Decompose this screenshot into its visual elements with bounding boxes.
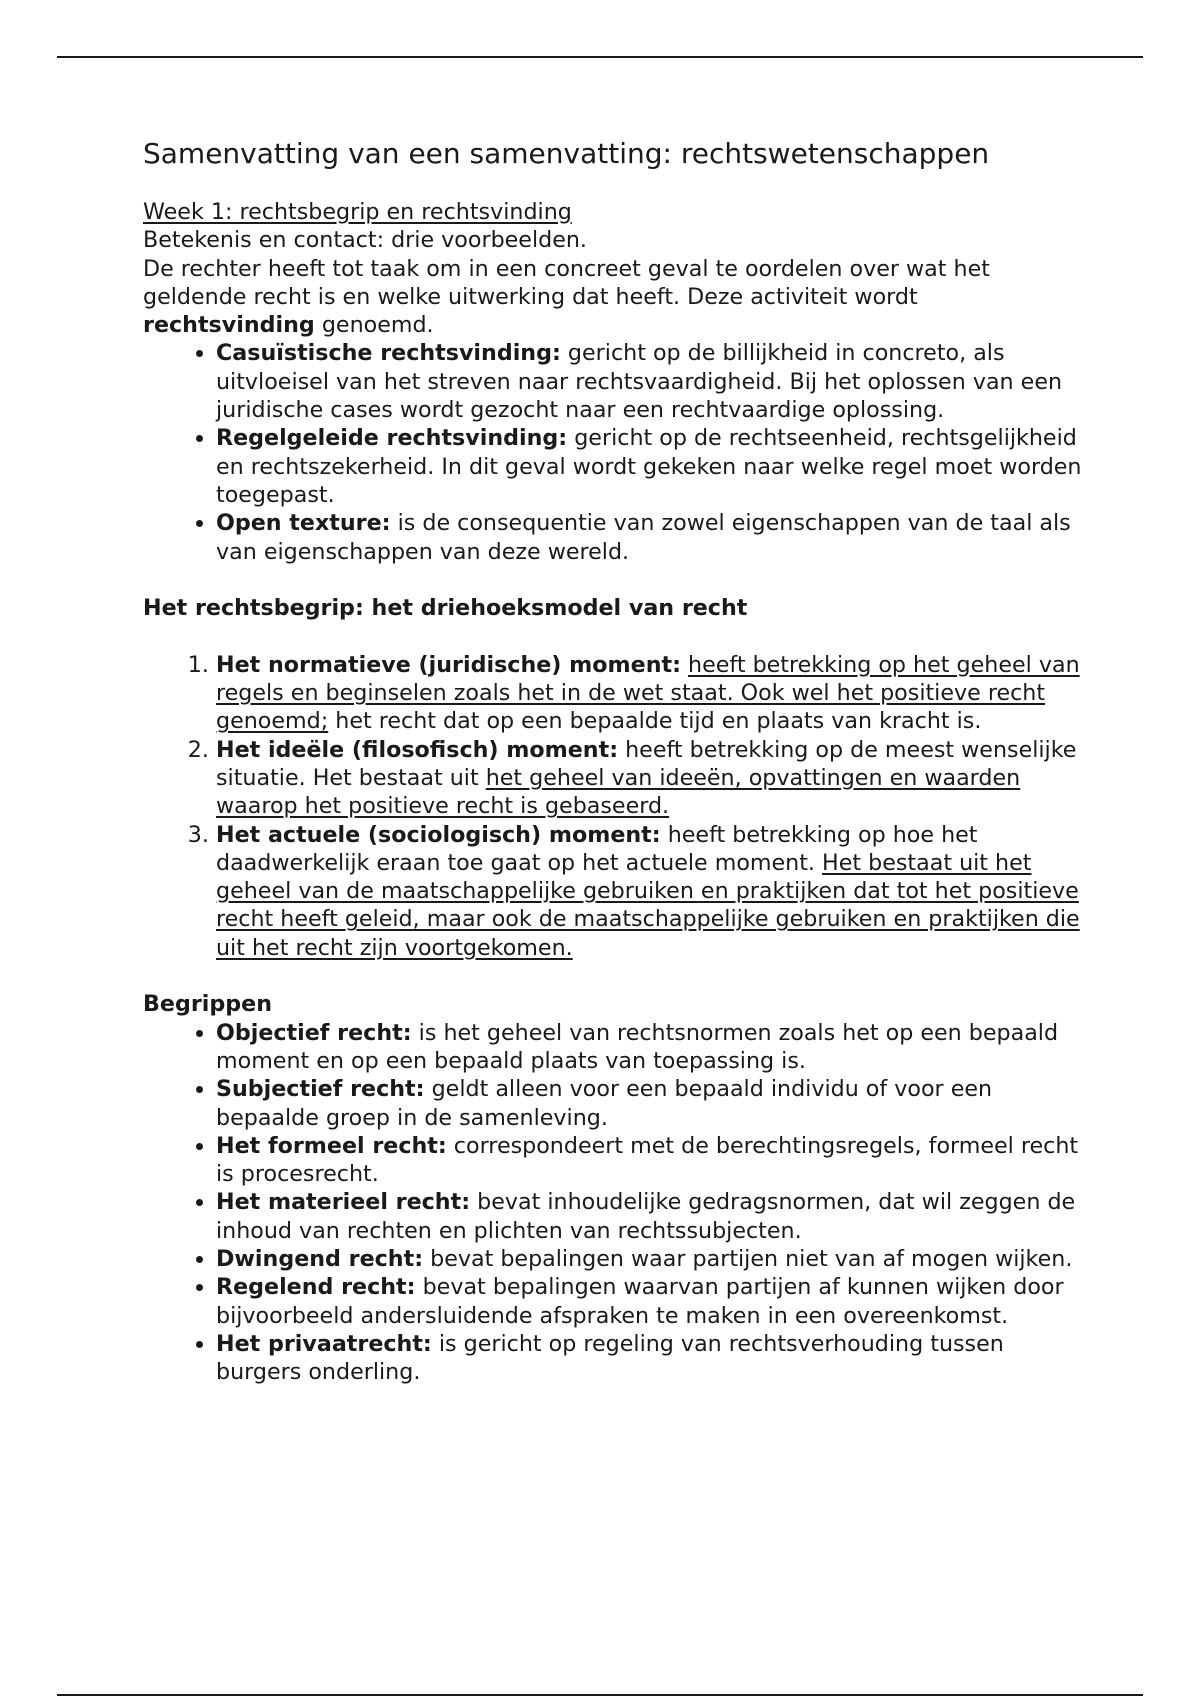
list-item bbox=[216, 509, 1083, 566]
list-item-text: bevat inhoudelijke gedragsnormen, dat wil zeggen de inhoud van rechten en plichten van rechtssubjecten. bbox=[216, 1189, 1076, 1244]
footer-rule bbox=[57, 1694, 1143, 1696]
list-item-underlined: heeft betrekking op het geheel van regels en beginselen zoals het in de wet staat. Ook wel het positieve recht genoemd; bbox=[216, 651, 1080, 735]
list-item-text: heeft betrekking op hoe het daadwerkelijk eraan toe gaat op het actuele moment. bbox=[216, 821, 978, 876]
list-item bbox=[216, 736, 1083, 821]
document-title: Samenvatting van een samenvatting: rechtswetenschappen bbox=[143, 137, 990, 170]
header-rule bbox=[57, 56, 1143, 58]
list-item-term: Het normatieve (juridische) moment: bbox=[216, 651, 681, 678]
list-item-text: geldt alleen voor een bepaald individu of voor een bepaalde groep in de samenleving. bbox=[216, 1076, 993, 1131]
list-item-term: Het privaatrecht: bbox=[216, 1330, 432, 1357]
week-subheading: Betekenis en contact: drie voorbeelden. bbox=[143, 227, 587, 254]
document-page bbox=[143, 136, 1083, 1386]
list-item-term: Subjectief recht: bbox=[216, 1076, 425, 1103]
spacer bbox=[143, 622, 1083, 650]
list-item-text: bevat bepalingen waarvan partijen af kunnen wijken door bijvoorbeeld andersluidende afspraken te maken in een overeenkomst. bbox=[216, 1274, 1064, 1329]
list-item bbox=[216, 1330, 1083, 1387]
list-item-term: Objectief recht: bbox=[216, 1019, 412, 1046]
driehoek-list bbox=[143, 651, 1083, 962]
intro-text-before: De rechter heeft tot taak om in een concreet geval te oordelen over wat het geldende recht is en welke uitwerking dat heeft. Deze activiteit wordt bbox=[143, 255, 990, 310]
list-item-term: Open texture: bbox=[216, 510, 391, 537]
list-item-underlined: het geheel van ideeën, opvattingen en waarden waarop het positieve recht is gebaseerd. bbox=[216, 764, 1021, 820]
list-item-text: is het geheel van rechtsnormen zoals het op een bepaald moment en op een bepaald plaats van toepassing is. bbox=[216, 1019, 1059, 1074]
list-item-term: Dwingend recht: bbox=[216, 1245, 424, 1272]
list-item bbox=[216, 821, 1083, 962]
spacer bbox=[143, 962, 1083, 990]
list-item-text bbox=[681, 652, 688, 678]
list-item-term: Regelgeleide rechtsvinding: bbox=[216, 425, 568, 452]
section-heading-driehoek: Het rechtsbegrip: het driehoeksmodel van recht bbox=[143, 595, 748, 622]
intro-text-after: genoemd. bbox=[314, 312, 434, 339]
spacer bbox=[143, 566, 1083, 594]
list-item bbox=[216, 651, 1083, 736]
list-item-term: Het ideële (filosofisch) moment: bbox=[216, 736, 619, 763]
list-item-text: is gericht op regeling van rechtsverhouding tussen burgers onderling. bbox=[216, 1330, 1004, 1386]
list-item-text: is de consequentie van zowel eigenschappen van de taal als van eigenschappen van deze wereld. bbox=[216, 510, 1071, 565]
list-item bbox=[216, 1273, 1083, 1330]
list-item-text: heeft betrekking op de meest wenselijke situatie. Het bestaat uit bbox=[216, 736, 1077, 791]
list-item bbox=[216, 1245, 1083, 1273]
list-item-term: Casuïstische rechtsvinding: bbox=[216, 340, 561, 367]
list-item bbox=[216, 339, 1083, 424]
list-item-text: gericht op de billijkheid in concreto, als uitvloeisel van het streven naar rechtsvaardigheid. Bij het oplossen van een juridische cases wordt gezocht naar een rechtvaardige oplossing. bbox=[216, 340, 1063, 424]
list-item-text: bevat bepalingen waar partijen niet van af mogen wijken. bbox=[423, 1245, 1073, 1272]
list-item bbox=[216, 1075, 1083, 1132]
rechtsvinding-list bbox=[143, 339, 1083, 565]
section-heading-begrippen: Begrippen bbox=[143, 991, 272, 1018]
list-item-text: gericht op de rechtseenheid, rechtsgelijkheid en rechtszekerheid. In dit geval wordt gekeken naar welke regel moet worden toegepast. bbox=[216, 425, 1082, 508]
list-item bbox=[216, 424, 1083, 509]
intro-paragraph bbox=[143, 255, 1083, 340]
list-item bbox=[216, 1132, 1083, 1189]
intro-term: rechtsvinding bbox=[143, 312, 315, 339]
begrippen-list bbox=[143, 1019, 1083, 1387]
list-item-term: Het actuele (sociologisch) moment: bbox=[216, 821, 661, 848]
list-item bbox=[216, 1188, 1083, 1245]
list-item-term: Regelend recht: bbox=[216, 1274, 416, 1301]
list-item bbox=[216, 1019, 1083, 1076]
list-item-text: correspondeert met de berechtingsregels, formeel recht is procesrecht. bbox=[216, 1132, 1079, 1188]
list-item-term: Het formeel recht: bbox=[216, 1132, 447, 1159]
list-item-term: Het materieel recht: bbox=[216, 1189, 471, 1216]
list-item-text: het recht dat op een bepaalde tijd en plaats van kracht is. bbox=[328, 708, 982, 735]
list-item-underlined: Het bestaat uit het geheel van de maatschappelijke gebruiken en praktijken dat tot het positieve recht heeft geleid, maar ook de maatschappelijke gebruiken en praktijken die uit het recht zijn voortgekomen. bbox=[216, 849, 1080, 961]
week-heading: Week 1: rechtsbegrip en rechtsvinding bbox=[143, 199, 572, 225]
